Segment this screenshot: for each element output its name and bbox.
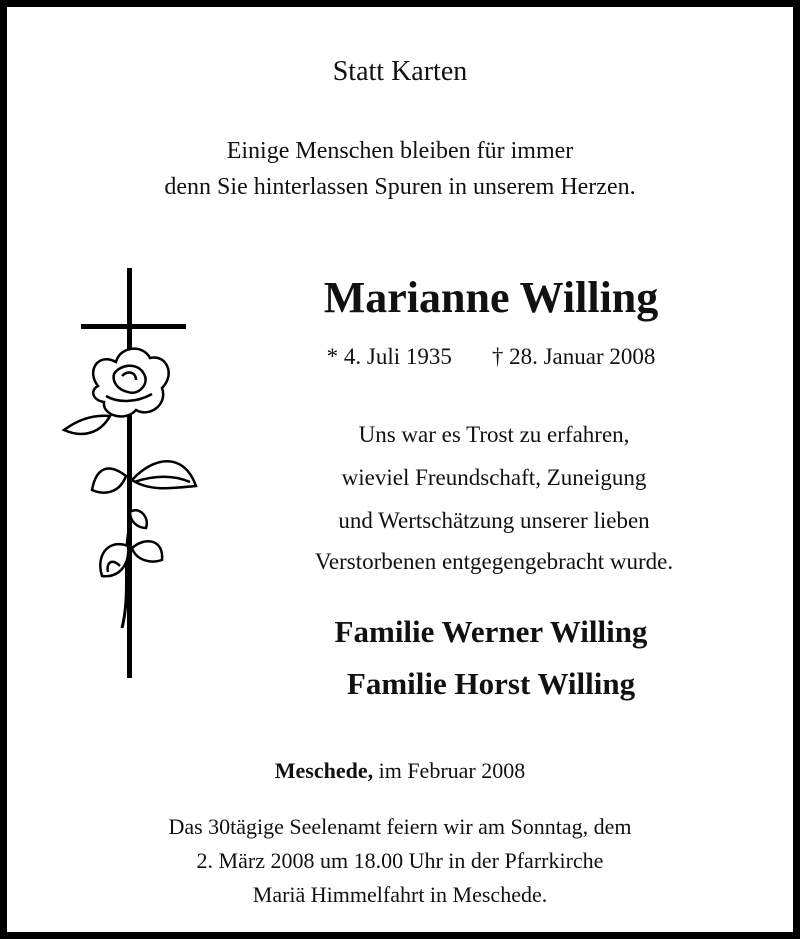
place-date: im Februar 2008 (373, 758, 526, 783)
thanks-line-4: Verstorbenen entgegengebracht wurde. (314, 549, 674, 574)
death-date: † 28. Januar 2008 (491, 344, 656, 369)
intro-line-1: Einige Menschen bleiben für immer (226, 138, 574, 164)
service-line-3: Mariä Himmelfahrt in Meschede. (252, 882, 548, 907)
family-line-2: Familie Horst Willing (346, 666, 636, 701)
place-name: Meschede, (274, 758, 374, 783)
notice-heading: Statt Karten (332, 56, 468, 87)
thanks-line-2: wieviel Freundschaft, Zuneigung (341, 465, 647, 490)
birth-date: * 4. Juli 1935 (326, 344, 452, 369)
service-line-1: Das 30tägige Seelenamt feiern wir am Sonntag, dem (168, 814, 632, 839)
family-line-1: Familie Werner Willing (334, 614, 648, 649)
life-dates (327, 344, 656, 370)
cross-with-rose-icon (58, 266, 203, 686)
thanks-line-3: und Wertschätzung unserer lieben (338, 508, 650, 533)
intro-line-2: denn Sie hinterlassen Spuren in unserem Herzen. (164, 174, 636, 200)
deceased-name: Marianne Willing (323, 273, 659, 322)
service-line-2: 2. März 2008 um 18.00 Uhr in der Pfarrkirche (196, 848, 604, 873)
thanks-line-1: Uns war es Trost zu erfahren, (358, 422, 630, 447)
place-and-date (275, 758, 526, 784)
